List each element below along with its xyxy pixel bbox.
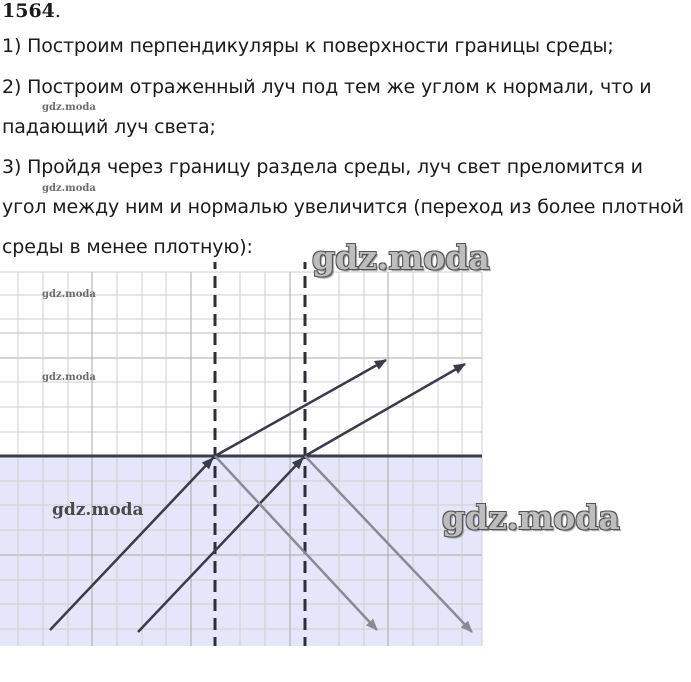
watermark-large-1: gdz.moda	[312, 238, 490, 277]
step-2-continued-text: падающий луч света;	[2, 116, 216, 138]
watermark-small-3: gdz.moda	[42, 289, 96, 300]
step-3-end-text: среды в менее плотную):	[2, 236, 253, 258]
problem-number	[2, 0, 61, 22]
step-3-text: 3) Пройдя через границу раздела среды, луч свет преломится и	[2, 156, 643, 178]
step-1-text: 1) Построим перпендикуляры к поверхности границы среды;	[2, 35, 614, 57]
refraction-diagram	[0, 262, 691, 682]
step-2-text: 2) Построим отраженный луч под тем же углом к нормали, что и	[2, 76, 652, 98]
step-3-continued-text: угол между ним и нормалью увеличится (переход из более плотной	[2, 196, 684, 218]
problem-number-value: 1564	[2, 0, 55, 22]
watermark-small-1: gdz.moda	[42, 102, 96, 113]
watermark-small-4: gdz.moda	[42, 372, 96, 383]
refracted-ray-1	[215, 360, 386, 456]
watermark-large-2: gdz.moda	[442, 498, 620, 537]
refracted-ray-2	[305, 364, 465, 456]
watermark-small-2: gdz.moda	[42, 183, 96, 194]
watermark-medium: gdz.moda	[52, 500, 144, 520]
problem-number-suffix: .	[54, 0, 61, 22]
